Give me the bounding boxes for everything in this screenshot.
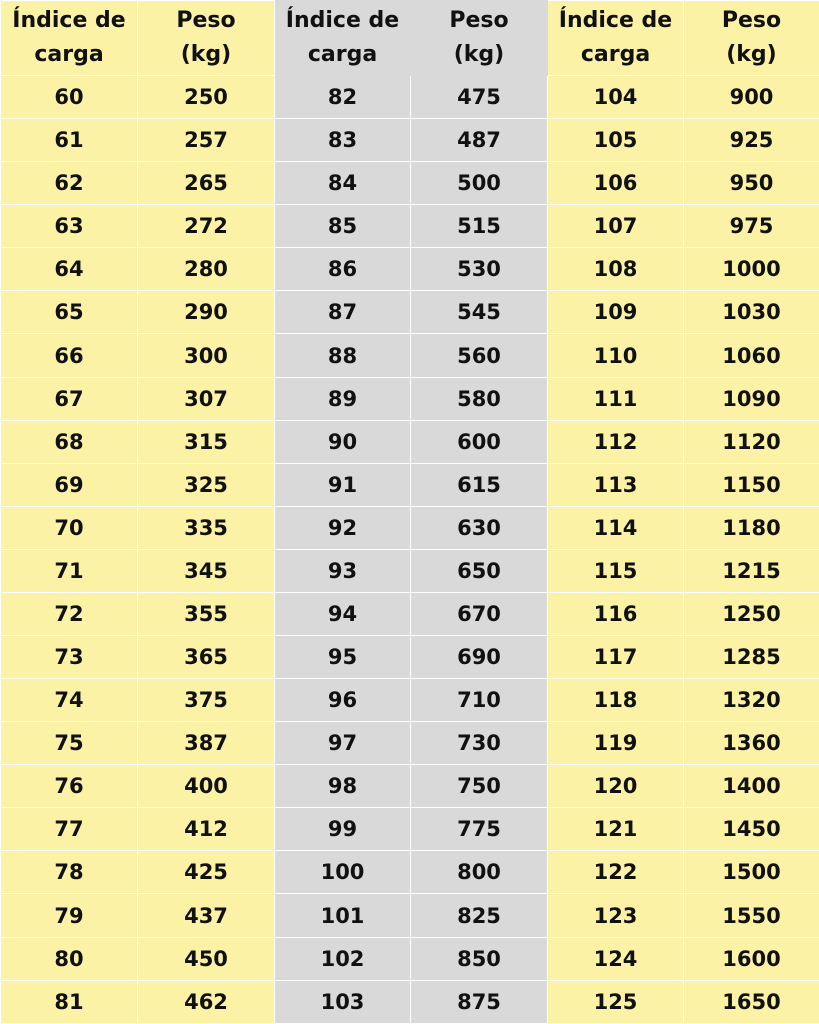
weight-cell: 800 [411,851,548,894]
header-load-index-1 [1,1,138,76]
load-index-cell: 86 [275,248,411,291]
weight-cell: 850 [411,937,548,980]
weight-cell: 975 [684,205,819,248]
weight-cell: 530 [411,248,548,291]
weight-cell: 670 [411,592,548,635]
weight-cell: 307 [138,377,275,420]
weight-cell: 257 [138,119,275,162]
load-index-cell: 112 [548,420,684,463]
weight-cell: 1600 [684,937,819,980]
header-line: Índice de [285,8,400,33]
table-row [1,937,819,980]
table-row [1,980,819,1023]
load-index-cell: 75 [1,722,138,765]
load-index-cell: 107 [548,205,684,248]
load-index-cell: 64 [1,248,138,291]
header-line: Peso [176,8,236,33]
load-index-cell: 115 [548,549,684,592]
weight-cell: 1500 [684,851,819,894]
weight-cell: 950 [684,162,819,205]
table-body [1,76,819,1024]
weight-cell: 425 [138,851,275,894]
weight-cell: 690 [411,636,548,679]
load-index-cell: 96 [275,679,411,722]
table-row [1,765,819,808]
weight-cell: 1285 [684,636,819,679]
weight-cell: 1550 [684,894,819,937]
weight-cell: 325 [138,463,275,506]
weight-cell: 1090 [684,377,819,420]
load-index-cell: 78 [1,851,138,894]
weight-cell: 475 [411,76,548,119]
weight-cell: 1180 [684,506,819,549]
header-line: Índice de [558,8,673,33]
header-line: (kg) [180,42,232,67]
load-index-cell: 125 [548,980,684,1023]
weight-cell: 730 [411,722,548,765]
load-index-cell: 119 [548,722,684,765]
load-index-cell: 100 [275,851,411,894]
load-index-cell: 72 [1,592,138,635]
header-line: carga [34,42,104,67]
table-row [1,334,819,377]
weight-cell: 345 [138,549,275,592]
load-index-cell: 83 [275,119,411,162]
load-index-cell: 79 [1,894,138,937]
weight-cell: 650 [411,549,548,592]
table-row [1,506,819,549]
load-index-cell: 68 [1,420,138,463]
load-index-cell: 102 [275,937,411,980]
load-index-cell: 95 [275,636,411,679]
table-row [1,76,819,119]
load-index-cell: 70 [1,506,138,549]
table-row [1,162,819,205]
header-line: (kg) [726,42,777,67]
load-index-cell: 113 [548,463,684,506]
weight-cell: 1000 [684,248,819,291]
load-index-cell: 116 [548,592,684,635]
load-index-cell: 106 [548,162,684,205]
weight-cell: 900 [684,76,819,119]
weight-cell: 560 [411,334,548,377]
load-index-cell: 69 [1,463,138,506]
load-index-cell: 76 [1,765,138,808]
load-index-cell: 117 [548,636,684,679]
weight-cell: 400 [138,765,275,808]
weight-cell: 265 [138,162,275,205]
load-index-cell: 89 [275,377,411,420]
load-index-cell: 120 [548,765,684,808]
load-index-cell: 110 [548,334,684,377]
load-index-cell: 92 [275,506,411,549]
load-index-cell: 61 [1,119,138,162]
table-row [1,463,819,506]
weight-cell: 710 [411,679,548,722]
header-line: Índice de [12,8,126,33]
weight-cell: 750 [411,765,548,808]
table-row [1,291,819,334]
load-index-cell: 97 [275,722,411,765]
weight-cell: 1320 [684,679,819,722]
table-row [1,808,819,851]
weight-cell: 1360 [684,722,819,765]
weight-cell: 487 [411,119,548,162]
table-row [1,894,819,937]
weight-cell: 365 [138,636,275,679]
header-line: Peso [721,8,782,33]
weight-cell: 825 [411,894,548,937]
weight-cell: 600 [411,420,548,463]
header-weight-2 [411,1,548,76]
load-index-cell: 91 [275,463,411,506]
header-line: (kg) [453,42,505,67]
load-index-cell: 73 [1,636,138,679]
load-index-cell: 81 [1,980,138,1023]
weight-cell: 1215 [684,549,819,592]
table-row [1,420,819,463]
load-index-cell: 62 [1,162,138,205]
weight-cell: 437 [138,894,275,937]
load-index-cell: 84 [275,162,411,205]
weight-cell: 300 [138,334,275,377]
weight-cell: 580 [411,377,548,420]
table-row [1,549,819,592]
load-index-cell: 60 [1,76,138,119]
weight-cell: 1450 [684,808,819,851]
header-weight-1 [138,1,275,76]
load-index-cell: 114 [548,506,684,549]
load-index-cell: 63 [1,205,138,248]
load-index-cell: 109 [548,291,684,334]
load-index-cell: 67 [1,377,138,420]
header-row [1,1,819,76]
load-index-cell: 108 [548,248,684,291]
load-index-cell: 124 [548,937,684,980]
load-index-cell: 82 [275,76,411,119]
table-row [1,722,819,765]
weight-cell: 1400 [684,765,819,808]
table-row [1,205,819,248]
header-line: carga [307,42,378,67]
load-index-cell: 94 [275,592,411,635]
table-row [1,679,819,722]
weight-cell: 375 [138,679,275,722]
table-row [1,851,819,894]
weight-cell: 412 [138,808,275,851]
load-index-cell: 105 [548,119,684,162]
weight-cell: 1250 [684,592,819,635]
load-index-cell: 118 [548,679,684,722]
header-load-index-2 [275,1,411,76]
table-row [1,592,819,635]
load-index-cell: 99 [275,808,411,851]
load-index-cell: 65 [1,291,138,334]
weight-cell: 500 [411,162,548,205]
weight-cell: 515 [411,205,548,248]
load-index-cell: 71 [1,549,138,592]
weight-cell: 1650 [684,980,819,1023]
weight-cell: 875 [411,980,548,1023]
weight-cell: 272 [138,205,275,248]
weight-cell: 315 [138,420,275,463]
table-row [1,248,819,291]
weight-cell: 1030 [684,291,819,334]
weight-cell: 335 [138,506,275,549]
header-load-index-3 [548,1,684,76]
load-index-cell: 77 [1,808,138,851]
load-index-cell: 85 [275,205,411,248]
weight-cell: 355 [138,592,275,635]
load-index-cell: 93 [275,549,411,592]
weight-cell: 462 [138,980,275,1023]
table-row [1,636,819,679]
weight-cell: 1120 [684,420,819,463]
load-index-cell: 122 [548,851,684,894]
weight-cell: 1060 [684,334,819,377]
weight-cell: 1150 [684,463,819,506]
weight-cell: 280 [138,248,275,291]
load-index-cell: 74 [1,679,138,722]
weight-cell: 545 [411,291,548,334]
weight-cell: 387 [138,722,275,765]
load-index-cell: 101 [275,894,411,937]
weight-cell: 450 [138,937,275,980]
load-index-cell: 66 [1,334,138,377]
weight-cell: 615 [411,463,548,506]
load-index-cell: 103 [275,980,411,1023]
load-index-cell: 111 [548,377,684,420]
weight-cell: 290 [138,291,275,334]
header-line: carga [580,42,651,67]
load-index-cell: 104 [548,76,684,119]
weight-cell: 775 [411,808,548,851]
load-index-cell: 87 [275,291,411,334]
header-line: Peso [449,8,509,33]
weight-cell: 630 [411,506,548,549]
load-index-cell: 80 [1,937,138,980]
load-index-cell: 88 [275,334,411,377]
load-index-cell: 123 [548,894,684,937]
header-weight-3 [684,1,819,76]
table-row [1,377,819,420]
load-index-cell: 121 [548,808,684,851]
load-index-cell: 90 [275,420,411,463]
load-index-cell: 98 [275,765,411,808]
weight-cell: 250 [138,76,275,119]
table-row [1,119,819,162]
weight-cell: 925 [684,119,819,162]
